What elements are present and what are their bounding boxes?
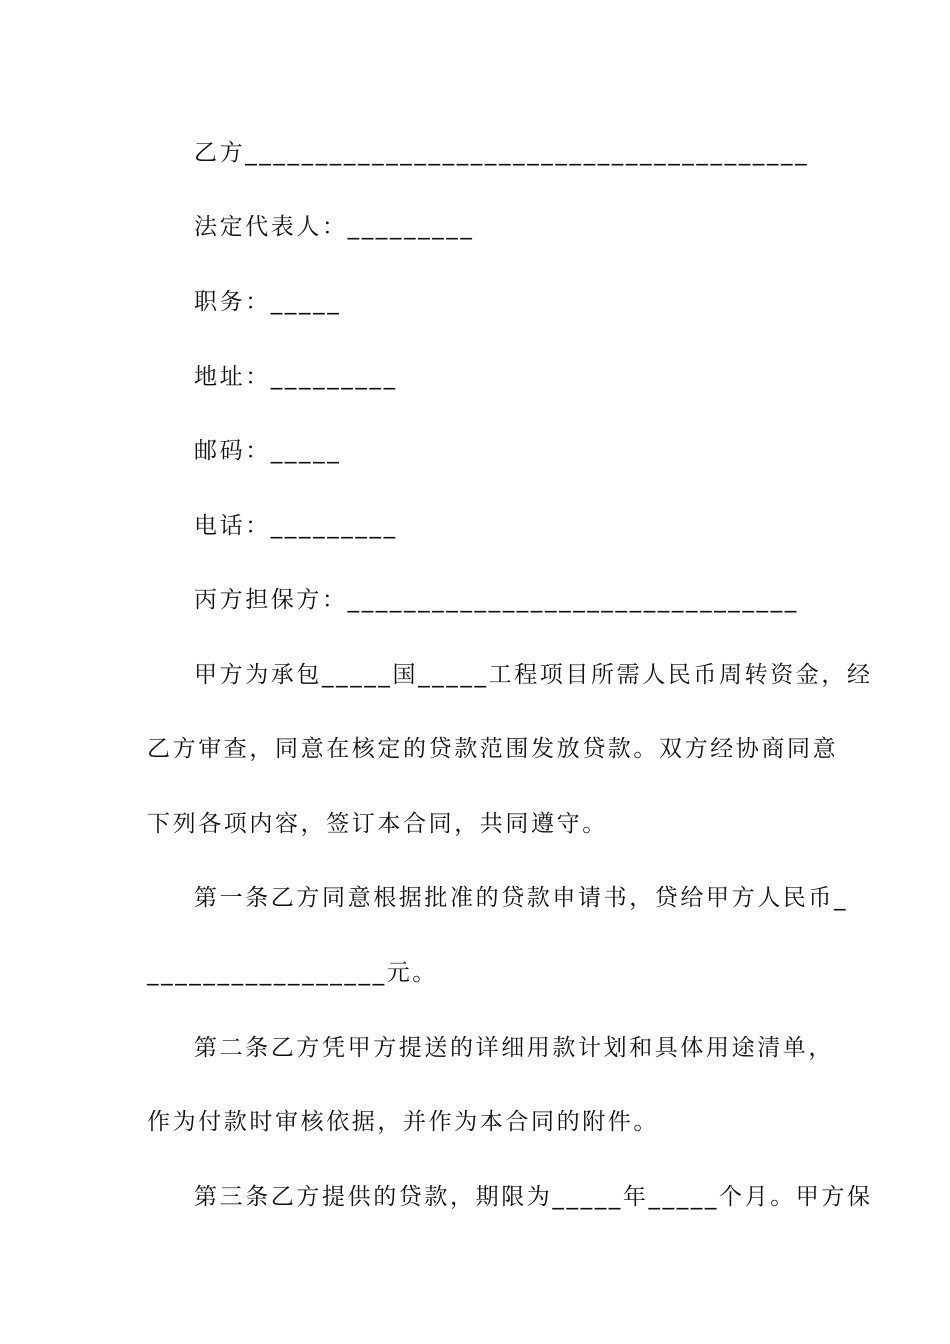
- article-2-line-2: 作为付款时审核依据，并作为本合同的附件。: [147, 1109, 659, 1135]
- phone-line: 电话：_________: [194, 513, 398, 539]
- article-1-line-2: _________________元。: [147, 960, 438, 986]
- legal-representative-line: 法定代表人：_________: [194, 214, 475, 240]
- party-c-guarantor-line: 丙方担保方：________________________________: [194, 587, 799, 613]
- paragraph-intro-line-1: 甲方为承包_____国_____工程项目所需人民币周转资金，经: [194, 662, 873, 688]
- article-3-line-1: 第三条乙方提供的贷款，期限为_____年_____个月。甲方保: [194, 1184, 873, 1210]
- paragraph-intro-line-3: 下列各项内容，签订本合同，共同遵守。: [147, 811, 608, 837]
- article-2-line-1: 第二条乙方凭甲方提送的详细用款计划和具体用途清单，: [194, 1035, 834, 1061]
- party-b-line: 乙方________________________________________: [194, 140, 810, 166]
- address-line: 地址：_________: [194, 364, 398, 390]
- position-line: 职务：_____: [194, 289, 342, 315]
- paragraph-intro-line-2: 乙方审查，同意在核定的贷款范围发放贷款。双方经协商同意: [147, 736, 839, 762]
- postcode-line: 邮码：_____: [194, 438, 342, 464]
- article-1-line-1: 第一条乙方同意根据批准的贷款申请书，贷给甲方人民币_: [194, 885, 849, 911]
